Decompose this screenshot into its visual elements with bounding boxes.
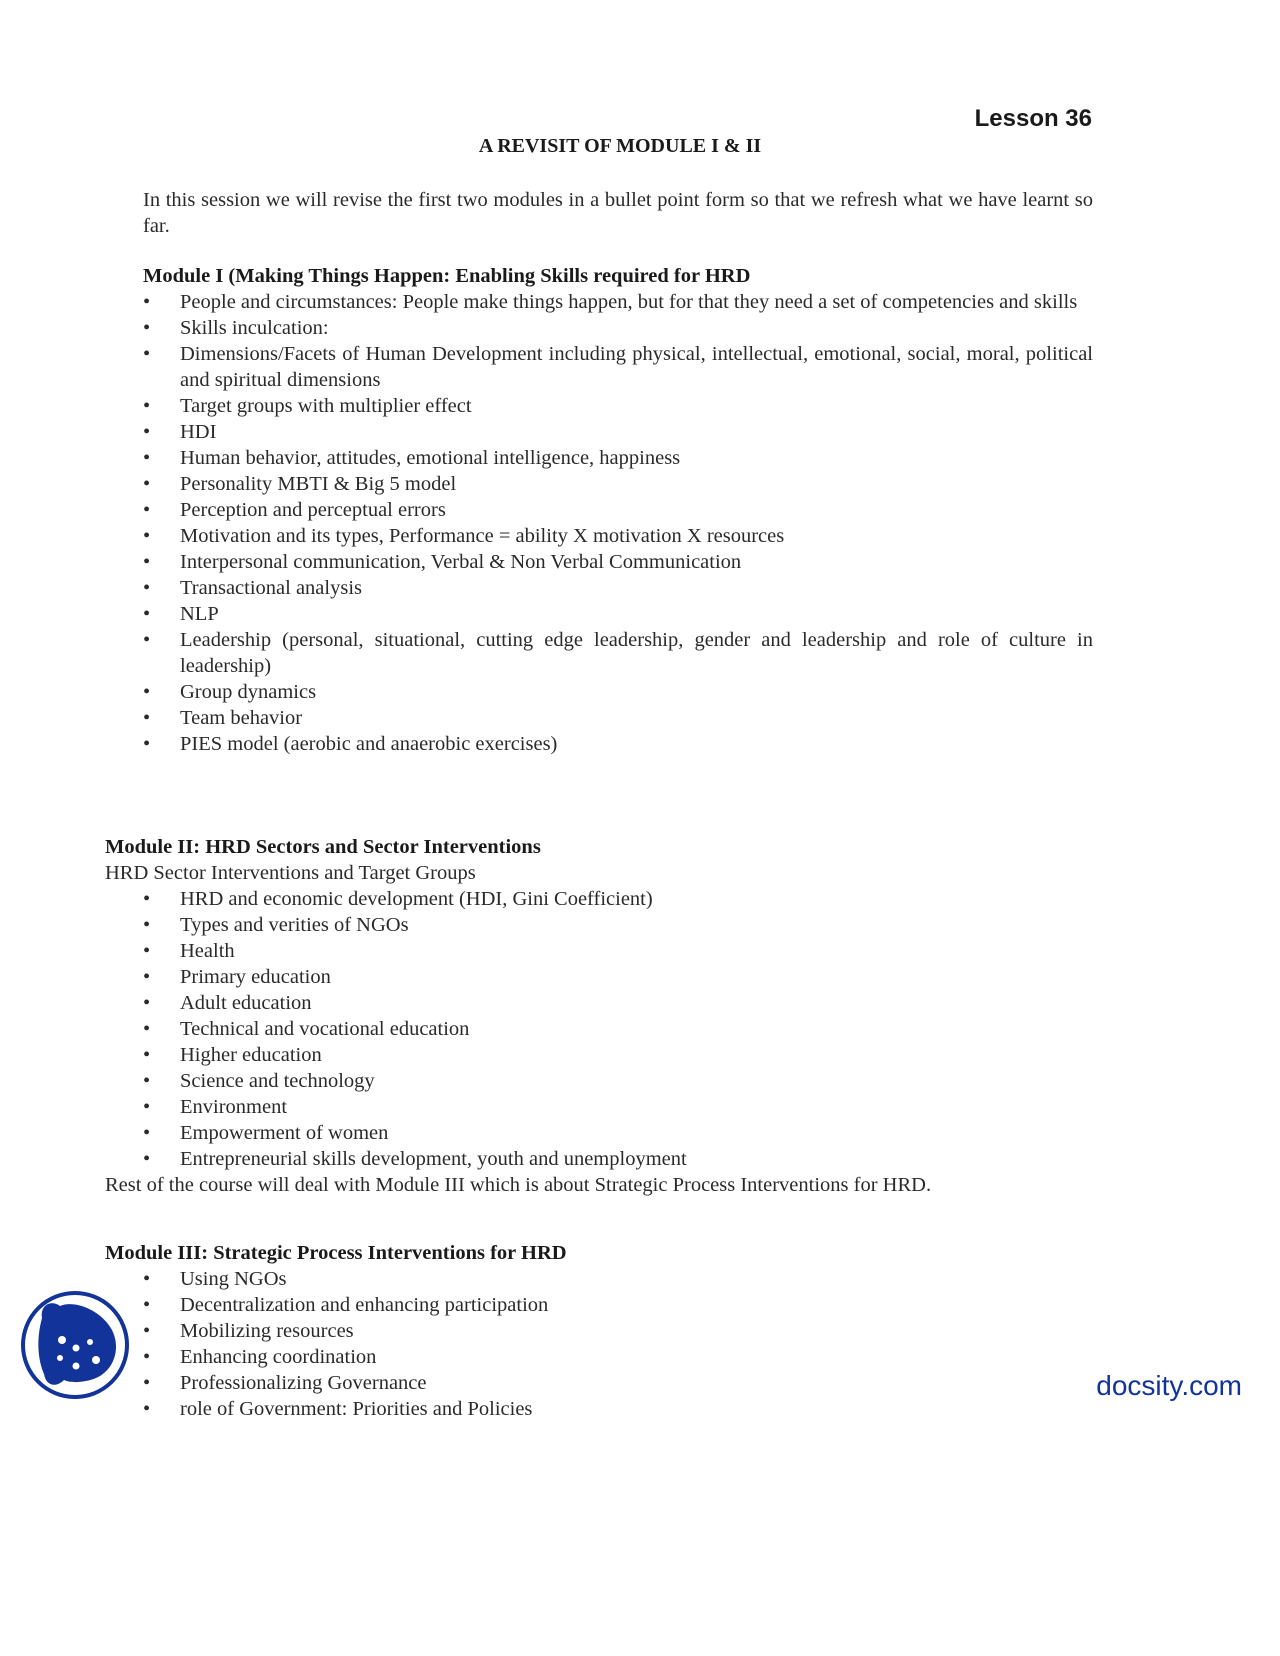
list-item: • Leadership (personal, situational, cutting edge leadership, gender and leadership and role of culture in leadership) (143, 629, 1093, 677)
docsity-logo-icon (20, 1290, 130, 1400)
list-item: • Target groups with multiplier effect (143, 395, 472, 417)
list-item: • People and circumstances: People make things happen, but for that they need a set of competencies and skills (143, 291, 1078, 313)
module-3-section (105, 1240, 1095, 1422)
list-item: • Enhancing coordination (143, 1346, 377, 1368)
list-item: • PIES model (aerobic and anaerobic exercises) (143, 733, 558, 755)
intro-paragraph: In this session we will revise the first two modules in a bullet point form so that we refresh what we have learnt so far. (143, 189, 1093, 237)
module-2-heading: Module II: HRD Sectors and Sector Interventions (105, 836, 541, 858)
list-item: • Science and technology (143, 1070, 375, 1092)
module-3-list (105, 1266, 1095, 1422)
module-1-section (143, 263, 1093, 757)
list-item: • Technical and vocational education (143, 1018, 470, 1040)
list-item: • Professionalizing Governance (143, 1372, 427, 1394)
list-item: • Skills inculcation: (143, 317, 329, 339)
list-item: • Types and verities of NGOs (143, 914, 409, 936)
list-item: • HDI (143, 421, 217, 443)
list-item: • Using NGOs (143, 1268, 287, 1290)
module-3-heading: Module III: Strategic Process Interventions for HRD (105, 1242, 567, 1264)
module-2-subheading: HRD Sector Interventions and Target Groups (105, 862, 476, 884)
list-item: • Decentralization and enhancing participation (143, 1294, 549, 1316)
list-item: • Interpersonal communication, Verbal & Non Verbal Communication (143, 551, 742, 573)
list-item: • Adult education (143, 992, 312, 1014)
list-item: • Primary education (143, 966, 331, 988)
list-item: • Higher education (143, 1044, 322, 1066)
list-item: • Environment (143, 1096, 288, 1118)
module-2-list (105, 886, 1095, 1172)
list-item: • Perception and perceptual errors (143, 499, 446, 521)
page-title: A REVISIT OF MODULE I & II (478, 135, 762, 157)
list-item: • Team behavior (143, 707, 303, 729)
list-item: • Human behavior, attitudes, emotional intelligence, happiness (143, 447, 681, 469)
module-2-section (105, 834, 1095, 1198)
list-item: • role of Government: Priorities and Policies (143, 1398, 533, 1420)
module-1-list (143, 289, 1093, 757)
list-item: • Motivation and its types, Performance = ability X motivation X resources (143, 525, 785, 547)
list-item: • Empowerment of women (143, 1122, 389, 1144)
list-item: • Health (143, 940, 235, 962)
lesson-number: Lesson 36 (974, 105, 1092, 132)
module-2-closing: Rest of the course will deal with Module III which is about Strategic Process Interventions for HRD. (105, 1174, 932, 1196)
list-item: • Transactional analysis (143, 577, 363, 599)
list-item: • Entrepreneurial skills development, youth and unemployment (143, 1148, 687, 1170)
list-item: • HRD and economic development (HDI, Gini Coefficient) (143, 888, 653, 910)
list-item: • Group dynamics (143, 681, 317, 703)
list-item: • Personality MBTI & Big 5 model (143, 473, 457, 495)
module-1-heading: Module I (Making Things Happen: Enabling Skills required for HRD (143, 265, 751, 287)
docsity-brand-text[interactable]: docsity.com (1096, 1370, 1242, 1401)
list-item: • Mobilizing resources (143, 1320, 354, 1342)
list-item: • NLP (143, 603, 219, 625)
list-item: • Dimensions/Facets of Human Development including physical, intellectual, emotional, social, moral, political and spiritual dimensions (143, 343, 1093, 391)
